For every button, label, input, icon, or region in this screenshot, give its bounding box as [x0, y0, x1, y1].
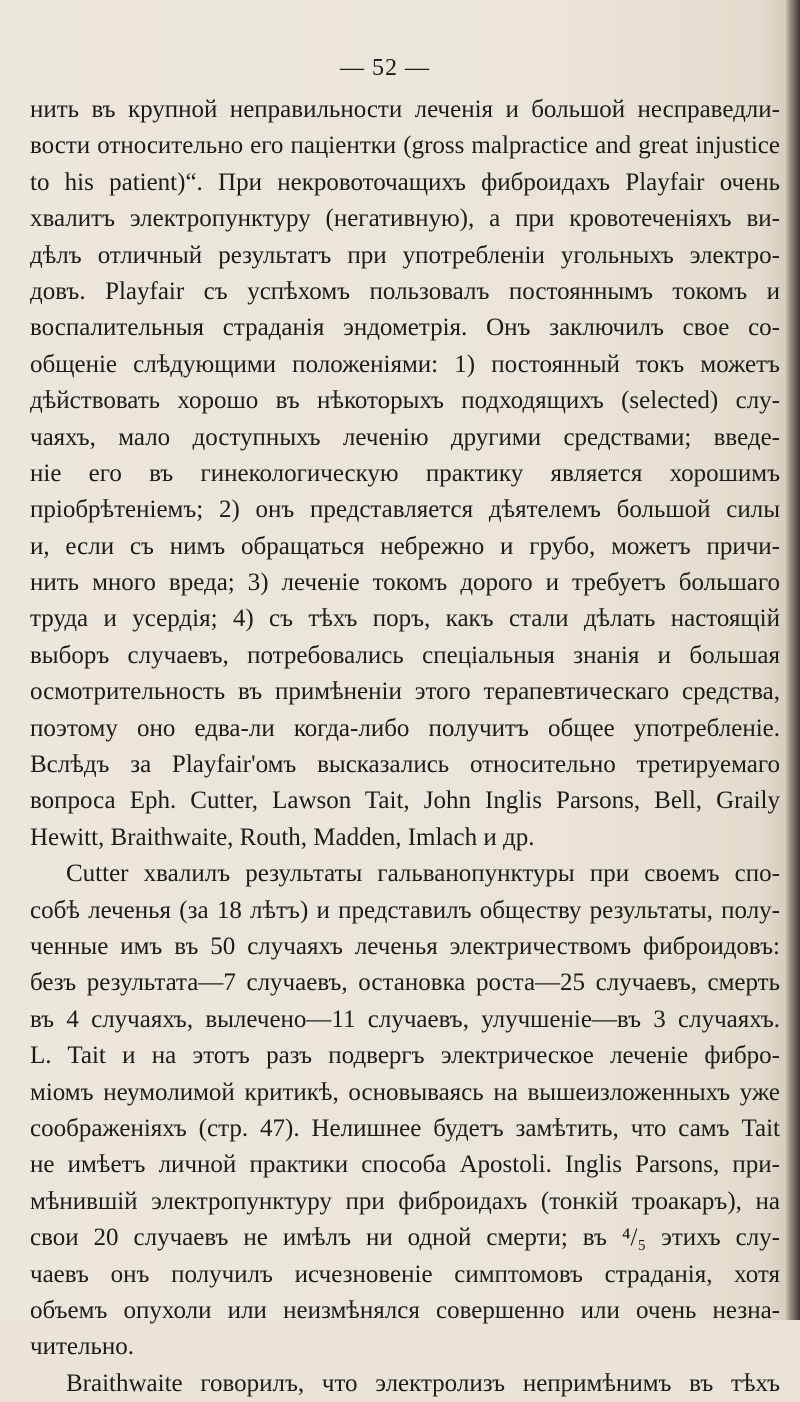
text-line: ченные имъ въ 50 случаяхъ леченья электричествомъ фиброидовъ: [30, 932, 780, 960]
text-line: воспалительныя страданія эндометрія. Онъ заключилъ свое со- [30, 314, 780, 342]
text-line: ніе его въ гинекологическую практику является хорошимъ [30, 459, 780, 487]
text-line: чаяхъ, мало доступныхъ леченію другими средствами; введе- [30, 423, 780, 451]
text-line: пріобрѣтеніемъ; 2) онъ представляется дѣятелемъ большой силы [30, 496, 780, 524]
text-line: поэтому оно едва-ли когда-либо получитъ общее употребленіе. [30, 714, 780, 742]
text-line: осмотрительность въ примѣненіи этого терапевтическаго средства, [30, 678, 780, 706]
text-line: L. Tait и на этотъ разъ подвергъ электрическое леченіе фибро- [30, 1042, 780, 1070]
text-line: Hewitt, Braithwaite, Routh, Madden, Imlach и др. [30, 823, 535, 851]
text-line: вопроса Eph. Cutter, Lawson Tait, John Inglis Parsons, Bell, Graily [30, 787, 780, 815]
text-line: мѣнившій электропунктуру при фиброидахъ (тонкій троакаръ), на [30, 1187, 780, 1215]
text-line: Braithwaite говорилъ, что электролизъ непримѣнимъ въ тѣхъ [66, 1369, 780, 1397]
text-line: нить много вреда; 3) леченіе токомъ дорого и требуетъ большаго [30, 569, 780, 597]
text-line: объемъ опухоли или неизмѣнялся совершенно или очень незна- [30, 1296, 780, 1324]
text-line: чаевъ онъ получилъ исчезновеніе симптомовъ страданія, хотя [30, 1260, 780, 1288]
text-line: вости относительно его паціентки (gross malpractice and great injustice [30, 132, 780, 160]
text-line: дѣйствовать хорошо въ нѣкоторыхъ подходящихъ (selected) слу- [30, 387, 780, 415]
text-line: свои 20 случаевъ не имѣлъ ни одной смерти; въ ⁴/₅ этихъ слу- [30, 1224, 780, 1252]
text-line: общеніе слѣдующими положеніями: 1) постоянный токъ можетъ [30, 350, 780, 378]
text-line: безъ результата—7 случаевъ, остановка роста—25 случаевъ, смерть [30, 969, 780, 997]
text-line: дѣлъ отличный результатъ при употребленіи угольныхъ электро- [30, 241, 780, 269]
text-line: соображеніяхъ (стр. 47). Нелишнее будетъ замѣтить, что самъ Tait [30, 1114, 780, 1142]
body-text [30, 92, 780, 1402]
text-line: труда и усердія; 4) съ тѣхъ поръ, какъ стали дѣлать настоящій [30, 605, 780, 633]
text-line: выборъ случаевъ, потребовались спеціальныя знанія и большая [30, 641, 780, 669]
text-line: не имѣетъ личной практики способа Apostoli. Inglis Parsons, при- [30, 1151, 780, 1179]
text-line: Вслѣдъ за Playfair'омъ высказались относительно третируемаго [30, 751, 780, 779]
book-spine-shadow [786, 0, 800, 1320]
text-line: и, если съ нимъ обращаться небрежно и грубо, можетъ причи- [30, 532, 780, 560]
text-line: собѣ леченья (за 18 лѣтъ) и представилъ обществу результаты, полу- [30, 896, 780, 924]
text-line: довъ. Playfair съ успѣхомъ пользовалъ постояннымъ токомъ и [30, 277, 780, 305]
text-line: хвалитъ электропунктуру (негативную), а при кровотеченіяхъ ви- [30, 205, 780, 233]
text-line: to his patient)“. При некровоточащихъ фиброидахъ Playfair очень [30, 168, 780, 196]
text-line: въ 4 случаяхъ, вылечено—11 случаевъ, улучшеніе—въ 3 случаяхъ. [30, 1005, 780, 1033]
page-number: — 52 — [340, 55, 430, 81]
text-line: чительно. [30, 1333, 134, 1361]
text-line: міомъ неумолимой критикѣ, основываясь на вышеизложенныхъ уже [30, 1078, 780, 1106]
text-line: нить въ крупной неправильности леченія и большой несправедли- [30, 96, 780, 123]
text-line: Cutter хвалилъ результаты гальванопунктуры при своемъ спо- [66, 860, 780, 888]
